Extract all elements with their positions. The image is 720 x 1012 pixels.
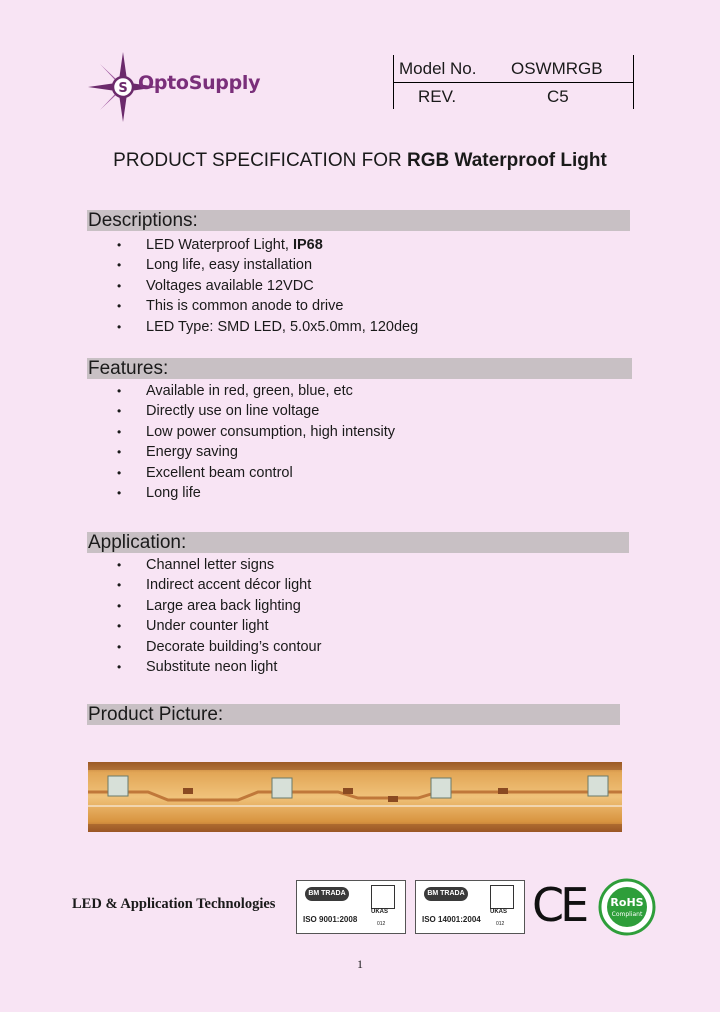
product-photo-led-strip (88, 762, 622, 832)
cert-standard: ISO 14001:2004 (422, 915, 481, 924)
footer-tagline: LED & Application Technologies (72, 896, 276, 912)
crown-icon (371, 885, 395, 909)
svg-text:RoHS: RoHS (610, 896, 644, 909)
page-title: PRODUCT SPECIFICATION FOR RGB Waterproof Light (113, 150, 607, 171)
model-info-table (393, 55, 634, 109)
rev-value: C5 (547, 87, 569, 106)
ukas-label: UKAS (371, 909, 389, 915)
iso-9001-cert-badge (296, 880, 406, 934)
iso-14001-cert-badge (415, 880, 525, 934)
svg-text:Compliant: Compliant (611, 911, 643, 918)
page-number: 1 (357, 957, 363, 971)
section-heading-descriptions: Descriptions: (87, 210, 630, 231)
ukas-number: 012 (496, 921, 505, 927)
ukas-number: 012 (377, 921, 386, 927)
cert-org-label: BM TRADA (305, 887, 349, 901)
model-label: Model No. (399, 59, 477, 78)
cert-org-label: BM TRADA (424, 887, 468, 901)
section-heading-product-picture: Product Picture: (87, 704, 620, 725)
rohs-compliant-icon (598, 878, 656, 936)
ukas-label: UKAS (490, 909, 508, 915)
crown-icon (490, 885, 514, 909)
svg-text:S: S (118, 81, 128, 96)
ce-mark-icon: CE (532, 878, 586, 932)
model-value: OSWMRGB (511, 59, 603, 78)
brand-name: OptoSupply (138, 72, 261, 94)
cert-standard: ISO 9001:2008 (303, 915, 358, 924)
section-heading-features: Features: (87, 358, 632, 379)
rev-label: REV. (418, 87, 457, 106)
section-heading-application: Application: (87, 532, 629, 553)
